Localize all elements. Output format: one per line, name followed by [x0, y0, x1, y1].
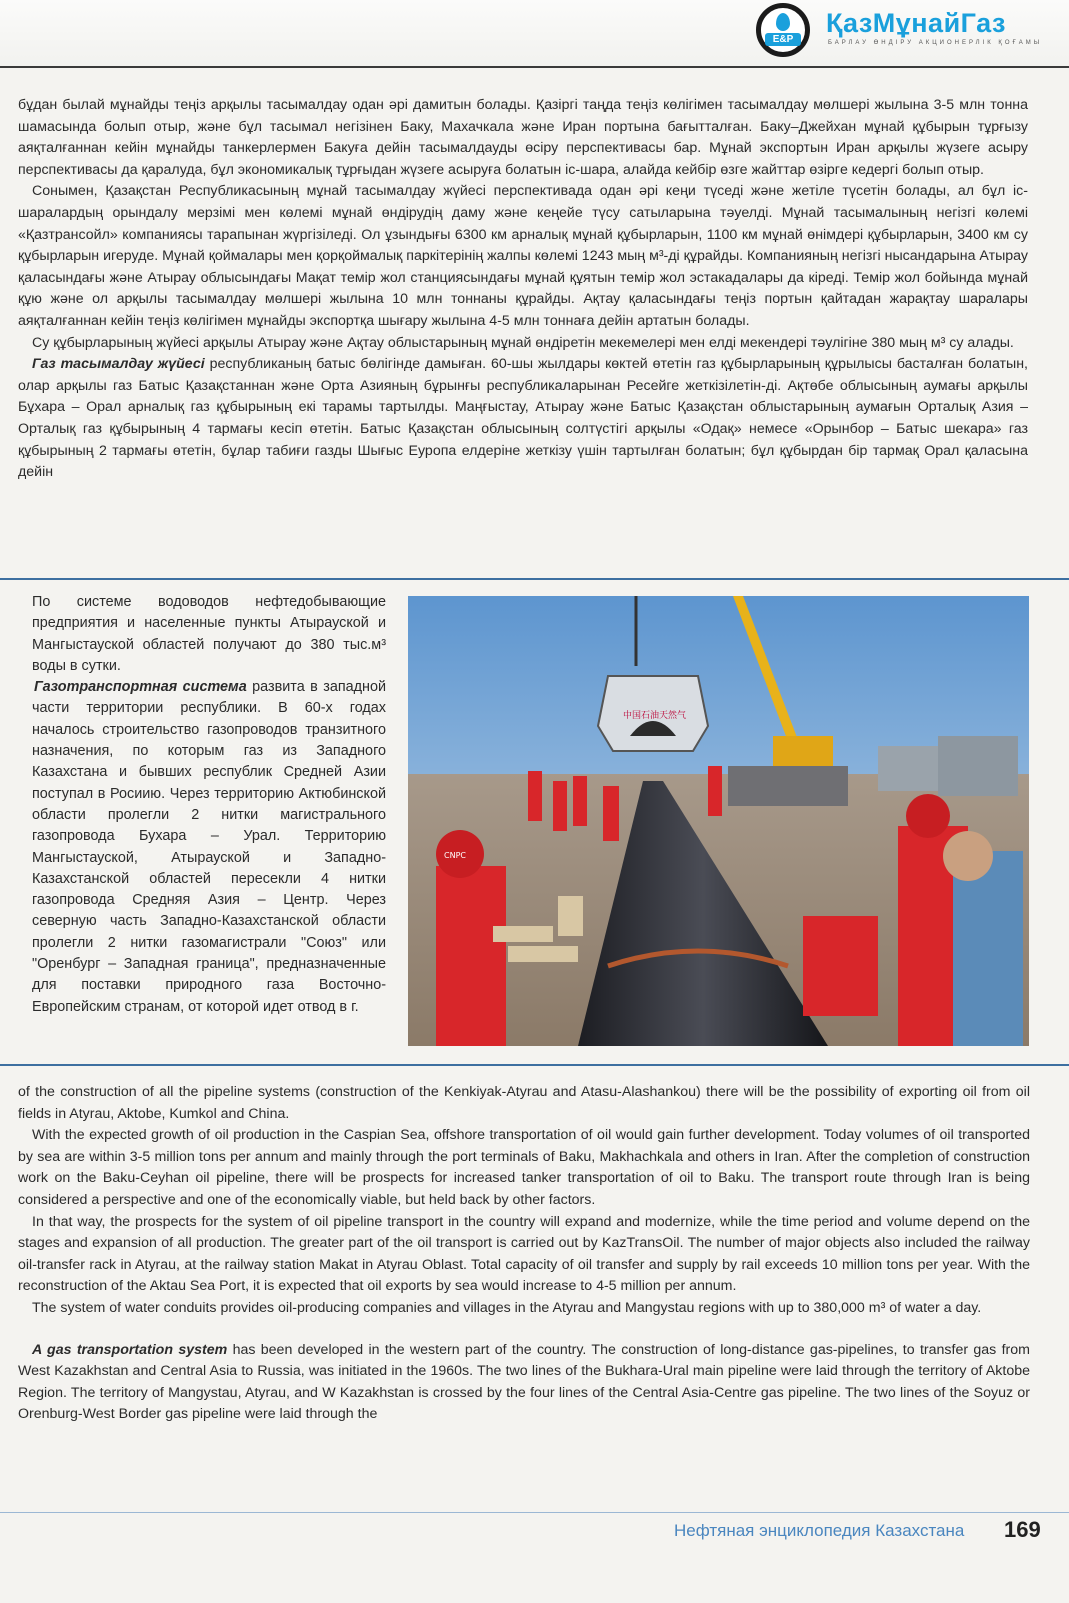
page-header — [0, 0, 1069, 66]
kazakh-lead-term: Газ тасымалдау жүйесі — [32, 356, 205, 373]
crane-cab-text: 中国石油天然气 — [623, 711, 687, 721]
section-divider — [0, 578, 1069, 580]
english-lead-term: A gas transportation system — [32, 1341, 228, 1358]
kazakh-paragraph-text: республиканың батыс бөлігінде дамыған. 60-шы жылдары көктей өтетін газ құбырларының құрылысы басталған болатын, олар арқылы газ Батыс Қазақстаннан және Орта Азияның бұрынғы республикаларынан Ресейге жеткізілетін-ді. Ақтөбе облысының аумағы арқылы Бұхара – Орал арналық газ құбырының екі тарамы тартылды. Маңғыстау, Атырау және Батыс Қазақстан облыстарының аумағын Орталық Азия – Орталық газ құбырының 4 тармағы кесіп өтетін. Батыс Қазақстан облысының солтүстігі арқылы «Одақ» немесе «Орынбор – Батыс шекара» газ құбырының 2 тармағы өтетін, бұлар табиғи газды Шығыс Еуропа елдеріне жеткізу үшін тартылған болатын; бұл құбырдан бір тармақ Орал қаласына дейін — [18, 356, 1028, 481]
russian-lead-term: Газотранспортная система — [34, 679, 247, 696]
kazakh-paragraph: бұдан былай мұнайды теңіз арқылы тасымалдау одан әрі дамитын болады. Қазіргі таңда теңіз көлігімен тасымалдау мөлшері жылына 3-5 млн тонна шамасында болып отыр, және бұл тасымал негізінен Баку, Махачкала және Иран портына бағытталған. Баку–Джейхан мұнай құбырын тұрғызу аяқталғаннан кейін мұнайды танкерлермен Бакуға дейін тасымалдауды өсіру перспективасы бар. Мұнай экспортын Иран арқылы жүзеге асыру перспективасы да қаралуда, бұл экономикалық тұрғыдан жүзеге асыруға болатын іс-шара, алайда кейбір өзге жайттар өзіргe кедергі болып отыр. — [18, 97, 1028, 178]
logo-badge: E&P — [765, 33, 801, 46]
english-paragraph: of the construction of all the pipeline systems (construction of the Kenkiyak-Atyrau and Atasu-Alashankou) there will be the possibility of exporting oil from oil fields in Atyrau, Aktobe, Kumkol and China. — [18, 1084, 1030, 1122]
oil-drop-icon — [776, 13, 790, 31]
english-paragraph-text: has been developed in the western part of the country. The construction of long-distance gas-pipelines, to transfer gas from West Kazakhstan and Central Asia to Russia, was initiated in the 1960s. The two lines of the Bukhara-Ural main pipeline were laid through the territory of Aktobe Region. The territory of Mangystau, Atyrau, and W Kazakhstan is crossed by the four lines of the Central Asia-Centre gas pipeline. The two lines of the Soyuz or Orenburg-West Border gas pipeline were laid through the — [18, 1341, 1030, 1423]
kazakh-paragraph: Сонымен, Қазақстан Республикасының мұнай тасымалдау жүйесі перспективада одан әрі кеңи түседі және жетіле түсетін болады, ал бұл іс-шаралардың орындалу мерзімі мен көлемі мұнай өндірудің даму және кеңейе түсу сатыларына тәуелді. Мұнай тасымалының негізгі көлемі «Қазтрансойл» компаниясы тарапынан жүргізіледі. Ол ұзындығы 6300 км арналық мұнай құбырларын, 1100 км мұнай өнімдері құбырларын, 3400 км су құбырларын игеруде. Мұнай қоймалары мен қорқоймалық паркітерінің жалпы көлемі 1243 мың м³-ді құрайды. Компанияның негізгі нысандарына Атырау қаласындағы және Атырау облысындағы Мақат темір жол станциясындағы мұнай құятын темір жол эстакадалары да кіреді. Темір жол бойында мұнай құю және ол арқылы тасымалдау мөлшері жылына 10 млн тоннаны құрайды. Ақтау қаласындағы теңіз портын қайтадан жарақтау шаралары аяқталғаннан кейін теңіз көлігімен мұнайды экспортқа шығару жылына 4-5 млн тоннаға дейін артатын болады. — [18, 183, 1028, 329]
helmet-text: CNPC — [444, 851, 466, 860]
english-paragraph — [18, 1340, 1030, 1426]
english-text-section — [18, 1082, 1030, 1426]
russian-paragraph-text: развита в западной части территории республики. В 60-х годах началось строительство газопроводов транзитного назначения, по которым газ из Западного Казахстана и бывших республик Средней Азии поступал в Росиию. Через территорию Актюбинской области пролегли 2 нитки магистрального газопровода Бухара – Урал. Территорию Мангыстауской, Атырауской и Западно-Казахстанской областей пересекли 4 нитки газопровода Средняя Азия – Центр. Через северную часть Западно-Казахстанской области пролегли 2 нитки газомагистрали "Союз" или "Оренбург – Западная граница", предназначенные для поставки природного газа Восточно-Европейским странам, от которой идет отвод в г. — [32, 679, 386, 1015]
russian-paragraph — [32, 677, 386, 1018]
russian-paragraph: По системе водоводов нефтедобывающие предприятия и населенные пункты Атырауской и Мангыстауской областей получают до 380 тыс.м³ воды в сутки. — [32, 594, 386, 674]
english-paragraph: The system of water conduits provides oil-producing companies and villages in the Atyrau and Mangystau regions with up to 380,000 m³ of water a day. — [32, 1299, 982, 1316]
page-number: 169 — [1004, 1517, 1041, 1542]
english-paragraph: In that way, the prospects for the system of oil pipeline transport in the country will expand and modernize, while the time period and volume depend on the stages and expansion of all production. The greater part of the oil transport is carried out by KazTransOil. The number of major objects also included the railway oil-transfer rack in Atyrau, at the railway station Makat in Atyrau Oblast. Total capacity of oil transfer and supply by rail exceeds 10 million tons per year. With the reconstruction of the Aktau Sea Port, it is expected that oil exports by sea would increase to 4-5 million per annum. — [18, 1213, 1030, 1295]
publication-title: Нефтяная энциклопедия Казахстана — [674, 1521, 965, 1540]
section-divider — [0, 1064, 1069, 1066]
photo-illustration — [408, 596, 1029, 1046]
english-paragraph: With the expected growth of oil production in the Caspian Sea, offshore transportation of oil would gain further development. Today volumes of oil transported by sea are within 3-5 million tons per annum and mainly through the port terminals of Baku, Makhachkala and others in Iran. After the completion of construction work on the Baku-Ceyhan oil pipeline, there will be prospects for increased tanker transportation of oil to Baku. The transport route through Iran is being considered a perspective and one of the economically viable, but held back by other factors. — [18, 1127, 1030, 1208]
kazakh-text-section — [18, 95, 1028, 484]
kazakh-paragraph — [18, 354, 1028, 484]
brand-tagline: БАРЛАУ ӨНДІРУ АКЦИОНЕРЛІК ҚОҒАМЫ — [828, 40, 1043, 46]
brand-name: ҚазМұнайГаз — [826, 8, 1006, 38]
kazakh-paragraph: Су құбырларының жүйесі арқылы Атырау және Ақтау облыстарының мұнай өндіретін мекемелері мен елді мекендері тәулігіне 380 мың м³ су алады. — [32, 334, 1014, 351]
footer-divider — [0, 1512, 1069, 1513]
pipeline-construction-photo — [408, 596, 1029, 1046]
company-logo — [756, 3, 810, 57]
header-divider — [0, 66, 1069, 68]
russian-text-section — [32, 592, 386, 1018]
